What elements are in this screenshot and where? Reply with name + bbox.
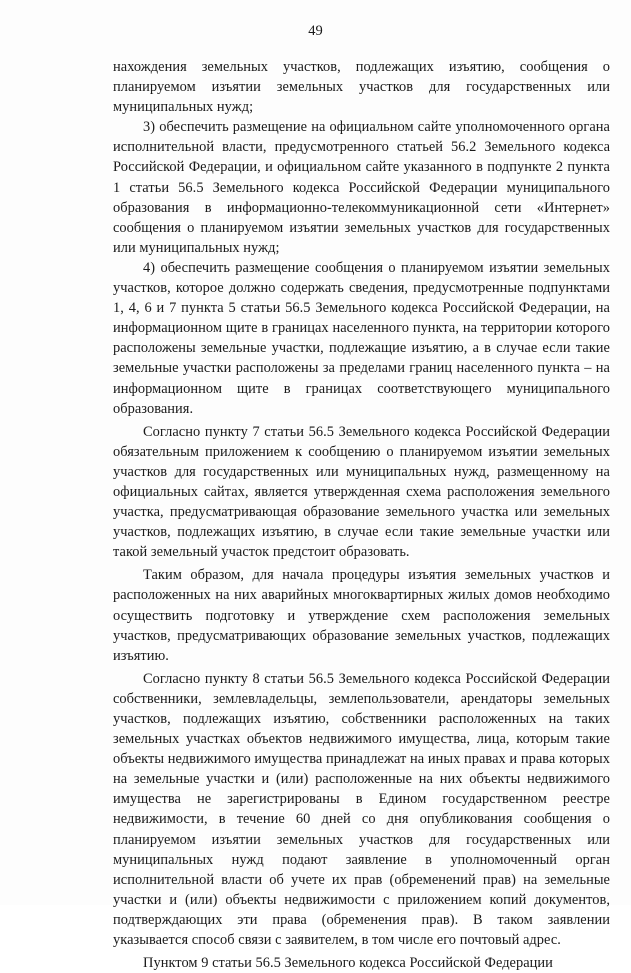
paragraph-4: Согласно пункту 7 статьи 56.5 Земельного кодекса Российской Федерации обязательным приложением к сообщению о планируемом изъятии земельных участков для государственных или муниципальных нужд, размещенному на официальных сайтах, является утвержденная схема расположения земельного участка, предусматривающая образование земельного участка или земельных участков, подлежащих изъятию, в случае если такие земельные участки или такой земельный участок предстоит образовать. <box>113 423 610 561</box>
paragraph-3: 4) обеспечить размещение сообщения о планируемом изъятии земельных участков, которое должно содержать сведения, предусмотренные подпунктами 1, 4, 6 и 7 пункта 5 статьи 56.5 Земельного кодекса Российской Федерации, на информационном щите в границах населенного пункта, на территории которого расположены земельные участки, подлежащие изъятию, а в случае если такие земельные участки расположены за пределами границ населенного пункта – на информационном щите в границах соответствующего муниципального образования. <box>113 259 610 417</box>
paragraph-6: Согласно пункту 8 статьи 56.5 Земельного кодекса Российской Федерации собственники, землевладельцы, землепользователи, арендаторы земельных участков, подлежащих изъятию, собственники расположенных на таких земельных участках объектов недвижимого имущества, лица, которым такие объекты недвижимого имущества принадлежат на иных правах и права которых на земельные участки и (или) расположенные на них объекты недвижимого имущества не зарегистрированы в Едином государственном реестре недвижимости, в течение 60 дней со дня опубликования сообщения о планируемом изъятии земельных участков для государственных или муниципальных нужд подают заявление в уполномоченный орган исполнительной власти об учете их прав (обременений прав) на земельные участки и (или) объекты недвижимости с приложением копий документов, подтверждающих эти права (обременения прав). В таком заявлении указывается способ связи с заявителем, в том числе его почтовый адрес. <box>113 670 610 949</box>
page-number: 49 <box>308 23 323 39</box>
paragraph-5: Таким образом, для начала процедуры изъятия земельных участков и расположенных на них аварийных многоквартирных жилых домов необходимо осуществить подготовку и утверждение схем расположения земельных участков, предусматривающих образование земельных участков, подлежащих изъятию. <box>113 567 610 664</box>
document-body <box>113 57 610 973</box>
paragraph-7: Пунктом 9 статьи 56.5 Земельного кодекса Российской Федерации <box>143 955 553 972</box>
paragraph-1: нахождения земельных участков, подлежащих изъятию, сообщения о планируемом изъятии земельных участков для государственных или муниципальных нужд; <box>113 59 610 116</box>
paragraph-2: 3) обеспечить размещение на официальном сайте уполномоченного органа исполнительной власти, предусмотренного статьей 56.2 Земельного кодекса Российской Федерации, и официальном сайте указанного в подпункте 2 пункта 1 статьи 56.5 Земельного кодекса Российской Федерации муниципального образования в информационно-телекоммуникационной сети «Интернет» сообщения о планируемом изъятии земельных участков для государственных или муниципальных нужд; <box>113 119 610 256</box>
